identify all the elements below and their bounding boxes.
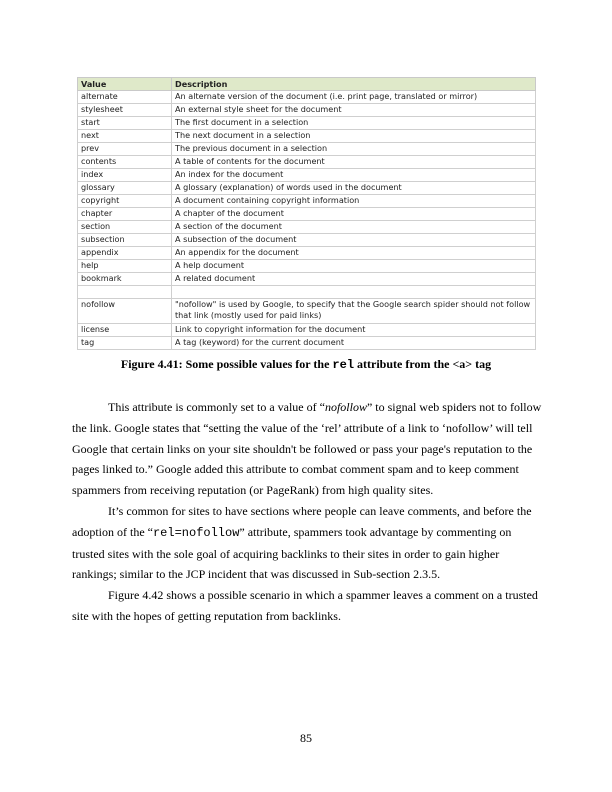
- cell-value: stylesheet: [78, 104, 172, 117]
- paragraph-1-emphasis: nofollow: [324, 400, 367, 414]
- paragraph-2: [72, 501, 542, 585]
- table-row: [78, 169, 536, 182]
- cell-value: help: [78, 260, 172, 273]
- cell-description: A help document: [172, 260, 536, 273]
- table-header-row: [78, 78, 536, 91]
- cell-value: [78, 286, 172, 299]
- table-row: [78, 117, 536, 130]
- cell-value: license: [78, 324, 172, 337]
- cell-value: tag: [78, 337, 172, 350]
- cell-value: chapter: [78, 208, 172, 221]
- paragraph-3: Figure 4.42 shows a possible scenario in which a spammer leaves a comment on a trusted site with the hopes of getting reputation from backlinks.: [72, 588, 538, 623]
- paragraph-2-code: rel=nofollow: [152, 525, 240, 540]
- table-row: [78, 91, 536, 104]
- cell-description: A related document: [172, 273, 536, 286]
- cell-value: alternate: [78, 91, 172, 104]
- table-row: [78, 130, 536, 143]
- table-row: [78, 299, 536, 324]
- table-row: [78, 195, 536, 208]
- table-row: [78, 260, 536, 273]
- cell-value: appendix: [78, 247, 172, 260]
- header-value: Value: [78, 78, 172, 91]
- table-row: [78, 247, 536, 260]
- cell-value: section: [78, 221, 172, 234]
- cell-value: next: [78, 130, 172, 143]
- cell-value: index: [78, 169, 172, 182]
- cell-value: subsection: [78, 234, 172, 247]
- cell-value: glossary: [78, 182, 172, 195]
- cell-description: An index for the document: [172, 169, 536, 182]
- figure-caption: [0, 357, 612, 372]
- cell-description: A chapter of the document: [172, 208, 536, 221]
- cell-value: copyright: [78, 195, 172, 208]
- table-row: [78, 143, 536, 156]
- cell-description: [172, 286, 536, 299]
- cell-description: A glossary (explanation) of words used in the document: [172, 182, 536, 195]
- cell-description: An alternate version of the document (i.e. print page, translated or mirror): [172, 91, 536, 104]
- page-number: 85: [300, 731, 312, 745]
- table-row: [78, 273, 536, 286]
- cell-value: prev: [78, 143, 172, 156]
- cell-description: A tag (keyword) for the current document: [172, 337, 536, 350]
- cell-description: An external style sheet for the document: [172, 104, 536, 117]
- cell-value: start: [78, 117, 172, 130]
- table-row: [78, 182, 536, 195]
- paragraph-2-text-c: ” attribute, spammers took advantage by commenting on trusted sites with the sole goal of acquiring backlinks to their sites in order to gain higher rankings; similar to the JCP incident that was discussed in Sub-section 2.3.5.: [72, 524, 512, 582]
- paragraph-1-text-c: ” to signal web spiders not to follow the link. Google states that “setting the value of the ‘rel’ attribute of a link to ‘nofollow’ will tell Google that certain links on your site shouldn't be followed or pass your page's reputation to the pages linked to.” Google added this attribute to combat comment spam and to keep comment spammers from receiving reputation (or PageRank) from high quality sites.: [72, 400, 542, 498]
- caption-prefix: Figure 4.41: Some possible values for the: [120, 357, 333, 371]
- rel-values-table: [77, 77, 536, 350]
- cell-description: The first document in a selection: [172, 117, 536, 130]
- table-row: [78, 234, 536, 247]
- cell-description: "nofollow" is used by Google, to specify that the Google search spider should not follow that link (mostly used for paid links): [172, 299, 536, 324]
- paragraph-1-text-a: This attribute is commonly set to a value of “: [108, 400, 325, 414]
- cell-description: The previous document in a selection: [172, 143, 536, 156]
- cell-value: contents: [78, 156, 172, 169]
- cell-description: Link to copyright information for the document: [172, 324, 536, 337]
- caption-suffix: attribute from the <a> tag: [354, 357, 492, 371]
- table-row: [78, 221, 536, 234]
- cell-description: A subsection of the document: [172, 234, 536, 247]
- table-row: [78, 337, 536, 350]
- cell-description: A document containing copyright information: [172, 195, 536, 208]
- cell-description: The next document in a selection: [172, 130, 536, 143]
- caption-code: rel: [332, 358, 355, 372]
- table-row-empty: [78, 286, 536, 299]
- paragraph-2-text-a: It’s common for sites to have sections where people can leave comments, and before the adoption of the “: [72, 503, 532, 539]
- cell-description: A section of the document: [172, 221, 536, 234]
- table-row: [78, 324, 536, 337]
- cell-description: A table of contents for the document: [172, 156, 536, 169]
- paragraph-1: [72, 397, 542, 501]
- header-description: Description: [172, 78, 536, 91]
- table-row: [78, 156, 536, 169]
- cell-value: nofollow: [78, 299, 172, 324]
- cell-value: bookmark: [78, 273, 172, 286]
- table-row: [78, 208, 536, 221]
- table-row: [78, 104, 536, 117]
- body-text: [72, 397, 542, 627]
- cell-description: An appendix for the document: [172, 247, 536, 260]
